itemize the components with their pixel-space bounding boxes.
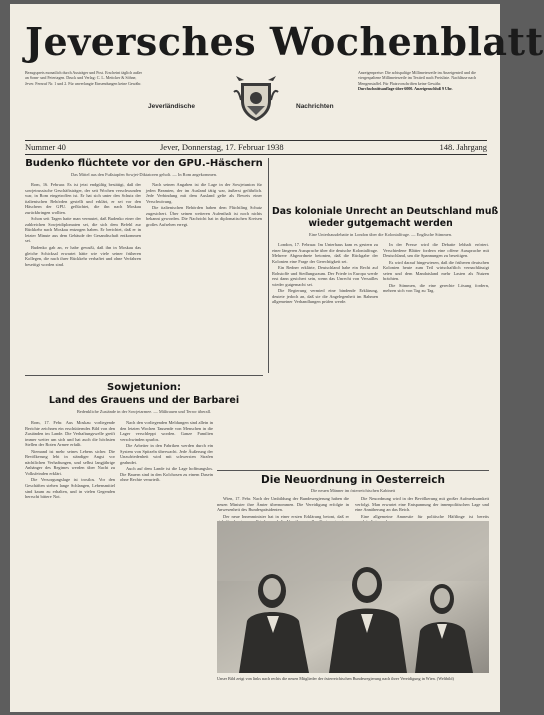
masthead-left-info: Bezugspreis monatlich durch Austräger und Post. Erscheint täglich außer an Sonn- und Feiertagen. Druck und Verlag: C. L. Mettcker & Söhne, Jever. Fernruf Nr. 1 und 2. Für unverlangte Einsendungen keine Gewähr.: [25, 70, 142, 86]
volume-year: 148. Jahrgang: [439, 142, 487, 152]
article1-column-2: Nach seinen Angaben ist die Lage in der Sowjetunion für jeden Beamten, der im Ausland tätig war, äußerst gefährlich. Jede Verbindung mit dem Ausland gelte als Beweis einer Verschwörung. Die italienischen Behörden haben dem Flüchtling Schutz zugesichert. Über seinen weiteren Aufenthalt ist noch nichts bekannt geworden. Die Nachricht hat in diplomatischen Kreisen großes Aufsehen erregt.: [146, 182, 262, 227]
news-photo: [217, 521, 489, 673]
article1-dek: Das Mittel aus den Fußstapfen Sowjet-Diktatoren geholt. — In Rom angekommen.: [70, 172, 218, 177]
article2-headline: Sowjetunion:: [107, 382, 181, 393]
masthead-title: Jeversches Wochenblatt: [25, 19, 544, 64]
masthead-right-info: Anzeigenpreise: Die achtspaltige Millimeterzeile im Anzeigenteil und die viergespaltene Millimeterzeile im Textteil nach Preisliste. Nachlässe nach Mengenstaffel. Für Platzvorschriften keine Gewähr. Durchschnittsauflage über 6000. Anzeigenschluß 9 Uhr.: [358, 70, 488, 136]
dateline-bar: [25, 140, 487, 155]
newspaper-page: [10, 4, 544, 712]
photo-caption: Unser Bild zeigt von links nach rechts die neuen Mitglieder der österreichischen Bundesregierung nach ihrer Vereidigung in Wien. (Weltbild): [217, 676, 454, 681]
issue-number: Nummer 40: [25, 142, 66, 152]
article4-column-2: Die Neuordnung wird in der Bevölkerung mit großer Aufmerksamkeit verfolgt. Man erwartet eine Entspannung der innenpolitischen Lage und eine Annäherung an das Reich. Eine allgemeine Amnestie für politische Häftlinge ist bereits: [355, 496, 489, 519]
article2-dek: Bedenkliche Zustände in der Sowjetarmee. — Mißtrauen und Terror überall.: [76, 409, 212, 414]
article3-column-1: London, 17. Februar. Im Unterhaus kam es gestern zu einer längeren Aussprache über die deutsche Kolonialfrage. Mehrere Abgeordnete betonten, daß die Rückgabe der Kolonien eine Frage der Gerechtigkeit sei. Ein Redner erklärte, Deutschland habe ein Recht auf Rohstoffe und Siedlungsraum. Der Friede in Europa werde erst dann gesichert sein, wenn das Unrecht von Versailles wieder gutgemacht sei. Die Regierung vermied eine bindende Erklärung, deutete jedoch an, daß sie die Angelegenheit im Rahmen allgemeiner Verhandlungen prüfen werde.: [272, 242, 378, 305]
article1-column-1: Rom, 16. Februar. Es ist jetzt endgültig bestätigt, daß der sowjetrussische Geschäftsträger, der seit Wochen verschwunden war, in Rom eingetroffen ist. Er hat sich unter den Schutz der italienischen Behörden gestellt und erklärt, er sei vor den Häschern der GPU. geflüchtet, die ihn nach Moskau zurückbringen wollten. Schon seit Tagen hatte man vermutet, daß Budenko einer der zahlreichen Sowjetdiplomaten sei, die sich dem Befehl zur Rückkehr nach Moskau entzogen haben. Er berichtet, daß er in letzter Minute aus dem Gebäude der Gesandtschaft entkommen sei. Budenko gab an, er habe gewußt, daß ihn in Moskau das gleiche Schicksal erwartet hätte wie viele seiner früheren Kollegen, die nach ihrer Rückkehr verhaftet und ohne Verfahren beseitigt worden sind.: [25, 182, 141, 267]
article3-column-2: In der Presse wird die Debatte lebhaft erörtert. Verschiedene Blätter fordern eine offene Aussprache mit Deutschland, um die Spannungen zu beseitigen. Es wird darauf hingewiesen, daß die früheren deutschen Kolonien heute zum Teil wirtschaftlich vernachlässigt seien und dem Mandatsland mehr Lasten als Nutzen brächten. Die Stimmen, die eine gerechte Lösung fordern, mehren sich von Tag zu Tag.: [383, 242, 489, 294]
article3-headline: Das koloniale Unrecht an Deutschland muß: [272, 206, 499, 217]
article4-headline: Die Neuordnung in Oesterreich: [261, 474, 445, 486]
article4-dek: Die neuen Männer im österreichischen Kabinett: [310, 488, 396, 493]
column-divider: [268, 158, 269, 373]
article4-column-1: Wien, 17. Febr. Nach der Umbildung der Bundesregierung haben die neuen Minister ihre Ämter übernommen. Die Vereidigung erfolgte in Anwesenheit des Bundespräsidenten. Der neue Innenminister hat in einer ersten Erklärung betont, daß er: [217, 496, 349, 519]
divider-rule: [25, 375, 263, 376]
masthead-right-emph: Durchschnittsauflage über 6000. Anzeigenschluß 9 Uhr.: [358, 86, 453, 92]
article3-headline-line2: wieder gutgemacht werden: [308, 218, 453, 229]
article2-column-1: Rom, 17. Febr. Aus Moskau vorliegende Berichte zeichnen ein erschütterndes Bild von den Zuständen im Lande. Die Verhaftungswelle greift immer weiter um sich und hat auch die höchsten Stellen der Roten Armee erfaßt. Niemand ist mehr seines Lebens sicher. Die Bevölkerung lebt in ständiger Angst vor nächtlichen Verhaftungen, und selbst langjährige Anhänger des Regimes werden über Nacht zu Volksfeinden erklärt. Die Versorgungslage ist trostlos. Vor den Geschäften stehen lange Schlangen, Lebensmittel sind kaum zu erhalten, und in vielen Gegenden herrscht bittere Not.: [25, 420, 115, 500]
article1-headline: Budenko flüchtete vor den GPU.-Häschern: [25, 158, 263, 169]
issue-date: Jever, Donnerstag, 17. Februar 1938: [160, 142, 284, 152]
coat-of-arms-icon: [232, 76, 280, 124]
article3-dek: Eine Unterhausdebatte in London über die Kolonialfrage. — Englische Stimmen.: [308, 232, 453, 237]
article2-headline-line2: Land des Grauens und der Barbarei: [48, 395, 240, 406]
masthead-subtitle-right: Nachrichten: [296, 103, 334, 110]
divider-rule: [217, 470, 489, 471]
masthead-subtitle-left: Jeverländische: [148, 103, 195, 110]
article2-column-2: Nach den vorliegenden Meldungen sind allein in den letzten Wochen Tausende von Menschen in die Lager verschleppt worden. Ganze Familien verschwinden spurlos. Die Arbeiter in den Fabriken werden durch ein System von Spitzeln überwacht. Jede Äußerung der Unzufriedenheit wird mit schwersten Strafen geahndet. Auch auf dem Lande ist die Lage hoffnungslos. Die Bauern sind in den Kolchosen zu einem Dasein ohne Rechte verurteilt.: [120, 420, 213, 483]
